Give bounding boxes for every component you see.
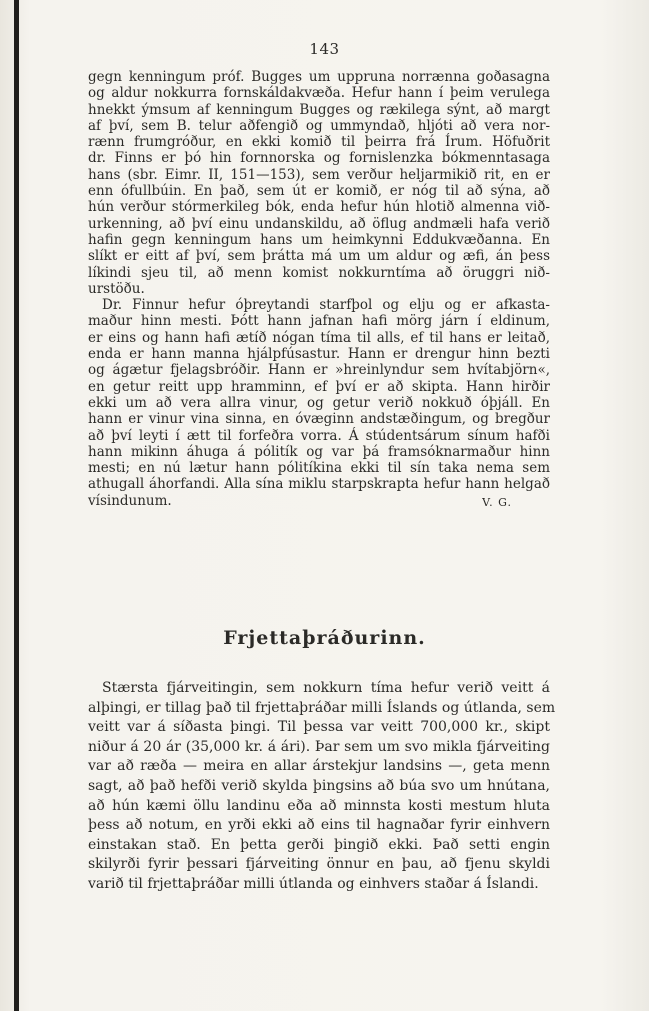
text-line: mesti; en nú lætur hann pólitíkina ekki til sín taka nema sem bbox=[88, 460, 550, 477]
text-line: dr. Finns er þó hin fornnorska og fornislenzka bókmenntasaga bbox=[88, 150, 550, 167]
text-line: enn ófullbúin. En það, sem út er komið, er nóg til að sýna, að bbox=[88, 183, 550, 200]
text-line: að því leyti í ætt til forfeðra vorra. Á stúdentsárum sínum hafði bbox=[88, 427, 550, 444]
text-line: maður hinn mesti. Þótt hann jafnan hafi mörg járn í eldinum, bbox=[88, 313, 550, 330]
text-line: hann er vinur vina sinna, en óvæginn andstæðingum, og bregður bbox=[88, 411, 550, 428]
author-signature: V. G. bbox=[482, 495, 512, 509]
text-line: Stærsta fjárveitingin, sem nokkurn tíma hefur verið veitt á bbox=[102, 680, 550, 696]
article-body-frjettathradurinn bbox=[88, 679, 556, 895]
text-line: sagt, að það hefði verið skylda þingsins að búa svo um hnútana, bbox=[88, 777, 550, 794]
text-line: hann mikinn áhuga á pólitík og var þá framsóknarmaður hinn bbox=[88, 443, 550, 460]
text-line: urkenning, að því einu undanskildu, að öflug andmæli hafa verið bbox=[88, 215, 550, 232]
text-line: hnekkt ýmsum af kenningum Bugges og rækilega sýnt, að margt bbox=[88, 101, 550, 118]
text-line: varið til frjettaþráðar milli útlanda og einhvers staðar á Íslandi. bbox=[88, 875, 539, 892]
text-line: ekki um að vera allra vinur, og getur verið nokkuð óþjáll. En bbox=[88, 394, 550, 411]
text-line: skilyrði fyrir þessari fjárveiting önnur en þau, að fjenu skyldi bbox=[88, 856, 550, 873]
text-line: af því, sem B. telur aðfengið og ummyndað, hljóti að vera nor- bbox=[88, 117, 550, 134]
text-line: vísindunum. bbox=[88, 492, 172, 509]
text-line: niður á 20 ár (35,000 kr. á ári). Þar sem um svo mikla fjárveiting bbox=[88, 738, 550, 755]
text-line: er eins og hann hafi ætíð nógan tíma til alls, ef til hans er leitað, bbox=[88, 329, 550, 346]
text-line: hún verður stórmerkileg bók, enda hefur hún hlotið almenna við- bbox=[88, 199, 550, 216]
text-line: alþingi, er tillag það til frjettaþráðar milli Íslands og útlanda, sem bbox=[88, 699, 556, 716]
text-line: Dr. Finnur hefur óþreytandi starfþol og elju og er afkasta- bbox=[102, 297, 550, 314]
text-line: var að ræða — meira en allar árstekjur landsins —, geta menn bbox=[88, 758, 550, 775]
text-line: rænn frumgróður, en ekki komið til þeirra frá Írum. Höfuðrit bbox=[88, 134, 550, 151]
text-line: líkindi sjeu til, að menn komist nokkurntíma að öruggri nið- bbox=[88, 264, 550, 281]
book-spine-shadow bbox=[14, 0, 19, 1011]
text-line: veitt var á síðasta þingi. Til þessa var veitt 700,000 kr., skipt bbox=[88, 719, 550, 736]
text-line: athugall áhorfandi. Alla sína miklu starpskrapta hefur hann helgað bbox=[88, 476, 550, 493]
text-line: en getur reitt upp hramminn, ef því er að skipta. Hann hirðir bbox=[88, 378, 550, 395]
text-line: hans (sbr. Eimr. II, 151—153), sem verður heljarmikið rit, en er bbox=[88, 166, 550, 183]
text-line: slíkt er eitt af því, sem þrátta má um um aldur og æfi, án þess bbox=[88, 248, 550, 265]
text-line: hafin gegn kenningum hans um heimkynni Eddukvæðanna. En bbox=[88, 231, 550, 248]
text-line: gegn kenningum próf. Bugges um uppruna norrænna goðasagna bbox=[88, 69, 550, 85]
closing-line bbox=[88, 493, 550, 511]
text-line: og ágætur fjelagsbróðir. Hann er »hreinlyndur sem hvítabjörn«, bbox=[88, 362, 550, 379]
text-line: einstakan stað. En þetta gerði þingið ekki. Það setti engin bbox=[88, 836, 550, 853]
article-body-continued bbox=[88, 69, 550, 511]
text-line: og aldur nokkurra fornskáldakvæða. Hefur hann í þeim verulega bbox=[88, 85, 550, 102]
text-line: urstöðu. bbox=[88, 280, 145, 297]
text-line: enda er hann manna hjálpfúsastur. Hann er drengur hinn bezti bbox=[88, 346, 550, 363]
text-line: að hún kæmi öllu landinu eða að minnsta kosti mestum hluta bbox=[88, 797, 550, 814]
text-line: þess að notum, en yrði ekki að eins til hagnaðar fyrir einhvern bbox=[88, 817, 550, 834]
page-number: 143 bbox=[309, 40, 340, 58]
article-heading: Frjettaþráðurinn. bbox=[223, 627, 426, 649]
